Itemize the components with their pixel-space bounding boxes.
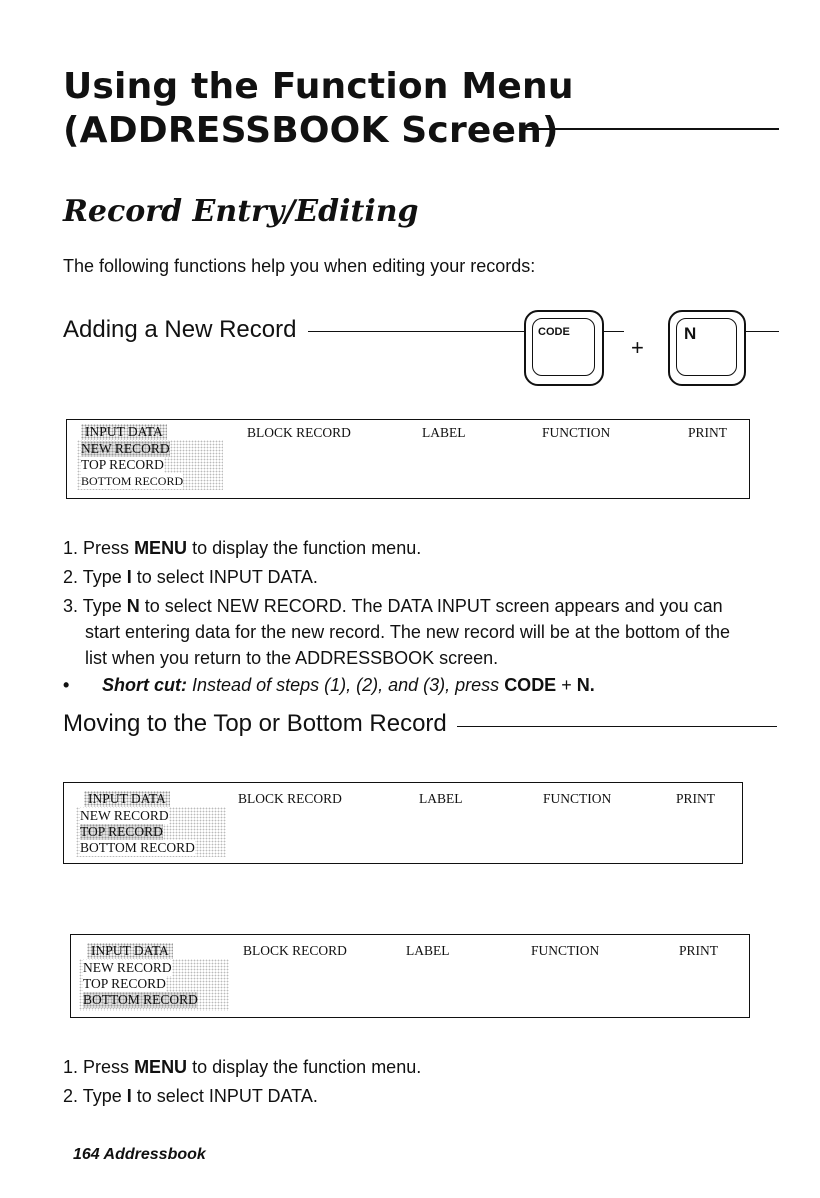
bullet: •: [63, 675, 70, 695]
submenu-panel: [76, 807, 226, 857]
submenu-new-record[interactable]: NEW RECORD: [80, 808, 169, 823]
menu-print[interactable]: PRINT: [676, 791, 716, 806]
step-text: Type: [82, 567, 122, 587]
step-1: [63, 535, 783, 561]
step-3: [63, 593, 783, 619]
step-text: Type: [82, 596, 122, 616]
short-cut-plus: +: [561, 675, 572, 695]
section-rule-adding-right: [745, 331, 779, 332]
menu-screen-top-record: [63, 782, 743, 864]
section-subtitle: Record Entry/Editing: [63, 194, 419, 229]
step-2: [63, 1083, 783, 1109]
submenu-top-record[interactable]: TOP RECORD: [83, 976, 166, 991]
menu-label[interactable]: LABEL: [419, 791, 463, 806]
menu-block-record[interactable]: BLOCK RECORD: [247, 425, 351, 440]
short-cut-key-n: N: [576, 675, 590, 695]
step-number: 1.: [63, 1057, 79, 1077]
short-cut-key-code: CODE: [504, 675, 557, 695]
step-key-i: I: [126, 567, 132, 587]
step-text: to display the function menu.: [192, 1057, 422, 1077]
step-text: Press: [83, 538, 130, 558]
submenu-bottom-record-selected[interactable]: BOTTOM RECORD: [83, 992, 198, 1007]
menu-print[interactable]: PRINT: [688, 425, 728, 440]
menu-block-record[interactable]: BLOCK RECORD: [238, 791, 342, 806]
step-key-menu: MENU: [134, 1057, 188, 1077]
section-rule-moving: [457, 726, 777, 727]
menu-print[interactable]: PRINT: [679, 943, 719, 958]
page-title-line-1: Using the Function Menu: [63, 66, 574, 107]
menu-input-data[interactable]: INPUT DATA: [87, 943, 173, 959]
code-key-label: CODE: [538, 326, 570, 338]
step-text: to select NEW RECORD. The DATA INPUT screen appears and you can: [144, 596, 723, 616]
page-title-line-2: (ADDRESSBOOK Screen): [63, 110, 559, 151]
step-key-menu: MENU: [134, 538, 188, 558]
step-2: [63, 564, 783, 590]
short-cut-line: [63, 672, 783, 698]
menu-block-record[interactable]: BLOCK RECORD: [243, 943, 347, 958]
submenu-bottom-record[interactable]: BOTTOM RECORD: [81, 474, 184, 488]
short-cut-period: .: [589, 675, 595, 695]
menu-label[interactable]: LABEL: [406, 943, 450, 958]
step-text: to select INPUT DATA.: [136, 1086, 318, 1106]
code-key-icon: [524, 310, 604, 386]
step-number: 2.: [63, 1086, 79, 1106]
step-3-continued-2: list when you return to the ADDRESSBOOK screen.: [85, 648, 499, 668]
menu-function[interactable]: FUNCTION: [542, 425, 611, 440]
step-text: Type: [82, 1086, 122, 1106]
step-text: to select INPUT DATA.: [136, 567, 318, 587]
n-key-label: N: [684, 324, 697, 343]
menu-input-data[interactable]: INPUT DATA: [84, 791, 170, 807]
step-3-continued: start entering data for the new record. The new record will be at the bottom of the: [85, 622, 731, 642]
menu-label[interactable]: LABEL: [422, 425, 466, 440]
menu-function[interactable]: FUNCTION: [543, 791, 612, 806]
step-number: 3.: [63, 596, 79, 616]
steps-moving: [63, 1054, 783, 1109]
section-rule-adding-left: [308, 331, 526, 332]
submenu-new-record-selected[interactable]: NEW RECORD: [81, 441, 170, 456]
title-rule: [523, 128, 779, 130]
submenu-panel: [79, 959, 229, 1011]
step-1: [63, 1054, 783, 1080]
submenu-new-record[interactable]: NEW RECORD: [83, 960, 172, 975]
page-footer: 164 Addressbook: [73, 1146, 206, 1163]
submenu-top-record-selected[interactable]: TOP RECORD: [80, 824, 163, 839]
short-cut-label: Short cut:: [102, 675, 188, 695]
step-key-i: I: [126, 1086, 132, 1106]
section-heading-moving: Moving to the Top or Bottom Record: [63, 710, 447, 737]
step-number: 2.: [63, 567, 79, 587]
n-key-icon: [668, 310, 746, 386]
menu-function[interactable]: FUNCTION: [531, 943, 600, 958]
step-number: 1.: [63, 538, 79, 558]
menu-screen-new-record: [66, 419, 750, 499]
menu-screen-bottom-record: [70, 934, 750, 1018]
step-text: to display the function menu.: [192, 538, 422, 558]
section-heading-adding: Adding a New Record: [63, 316, 297, 343]
short-cut-text: Instead of steps (1), (2), and (3), press: [192, 675, 500, 695]
steps-adding: [63, 535, 783, 698]
submenu-top-record[interactable]: TOP RECORD: [81, 457, 164, 472]
submenu-panel: [77, 440, 223, 490]
step-key-n: N: [126, 596, 140, 616]
intro-text: The following functions help you when editing your records:: [63, 256, 536, 276]
submenu-bottom-record[interactable]: BOTTOM RECORD: [80, 840, 195, 855]
menu-input-data[interactable]: INPUT DATA: [81, 424, 167, 440]
step-text: Press: [83, 1057, 130, 1077]
plus-sign: +: [631, 335, 644, 360]
